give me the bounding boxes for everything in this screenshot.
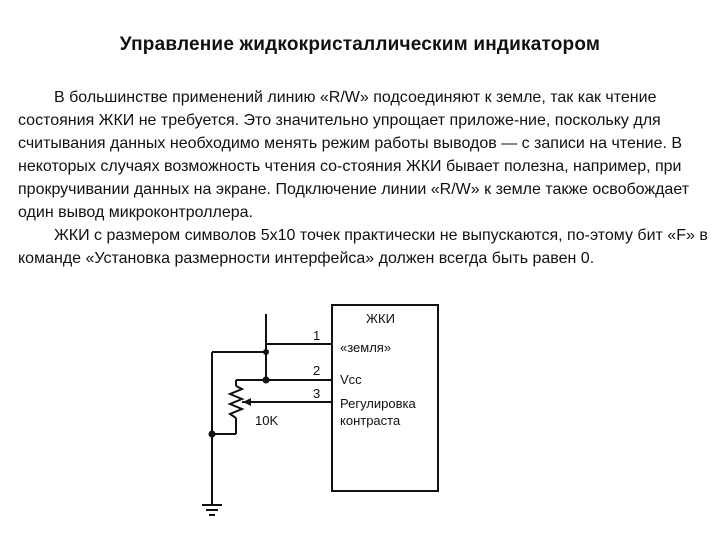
pin2-number: 2 [313,363,321,378]
resistor-label: 10K [255,413,279,428]
pin1-number: 1 [313,328,321,343]
lcd-label: ЖКИ [366,311,395,326]
pin1-label: «земля» [340,340,392,355]
wiper-arrowhead [243,398,251,406]
paragraph-1: В большинстве применений линию «R/W» подсоединяют к земле, так как чтение состояния ЖКИ не требуется. Это значительно упрощает приложе-ние, поскольку для считывания данных необходимо менять режим работы выводов — с записи на чтение. В некоторых случаях возможность чтения со-стояния ЖКИ бывает полезна, например, при прокручивании данных на экране. Подключение линии «R/W» к земле также освобождает один вывод микроконтроллера. [18,89,690,221]
pin3-number: 3 [313,386,321,401]
junction-vcc [263,377,270,384]
slide-title: Управление жидкокристаллическим индикатором [119,34,601,55]
junction-pin1 [263,349,269,355]
pin2-label: Vcc [340,372,362,387]
pin3-label-line2: контраста [340,413,401,428]
junction-ground [209,431,216,438]
pin3-label: Регулировка [340,396,416,411]
paragraph-2: ЖКИ с размером символов 5х10 точек практически не выпускаются, по-этому бит «F» в команде «Установка размерности интерфейса» должен всегда быть равен 0. [18,227,708,267]
resistor-10k [230,386,242,418]
